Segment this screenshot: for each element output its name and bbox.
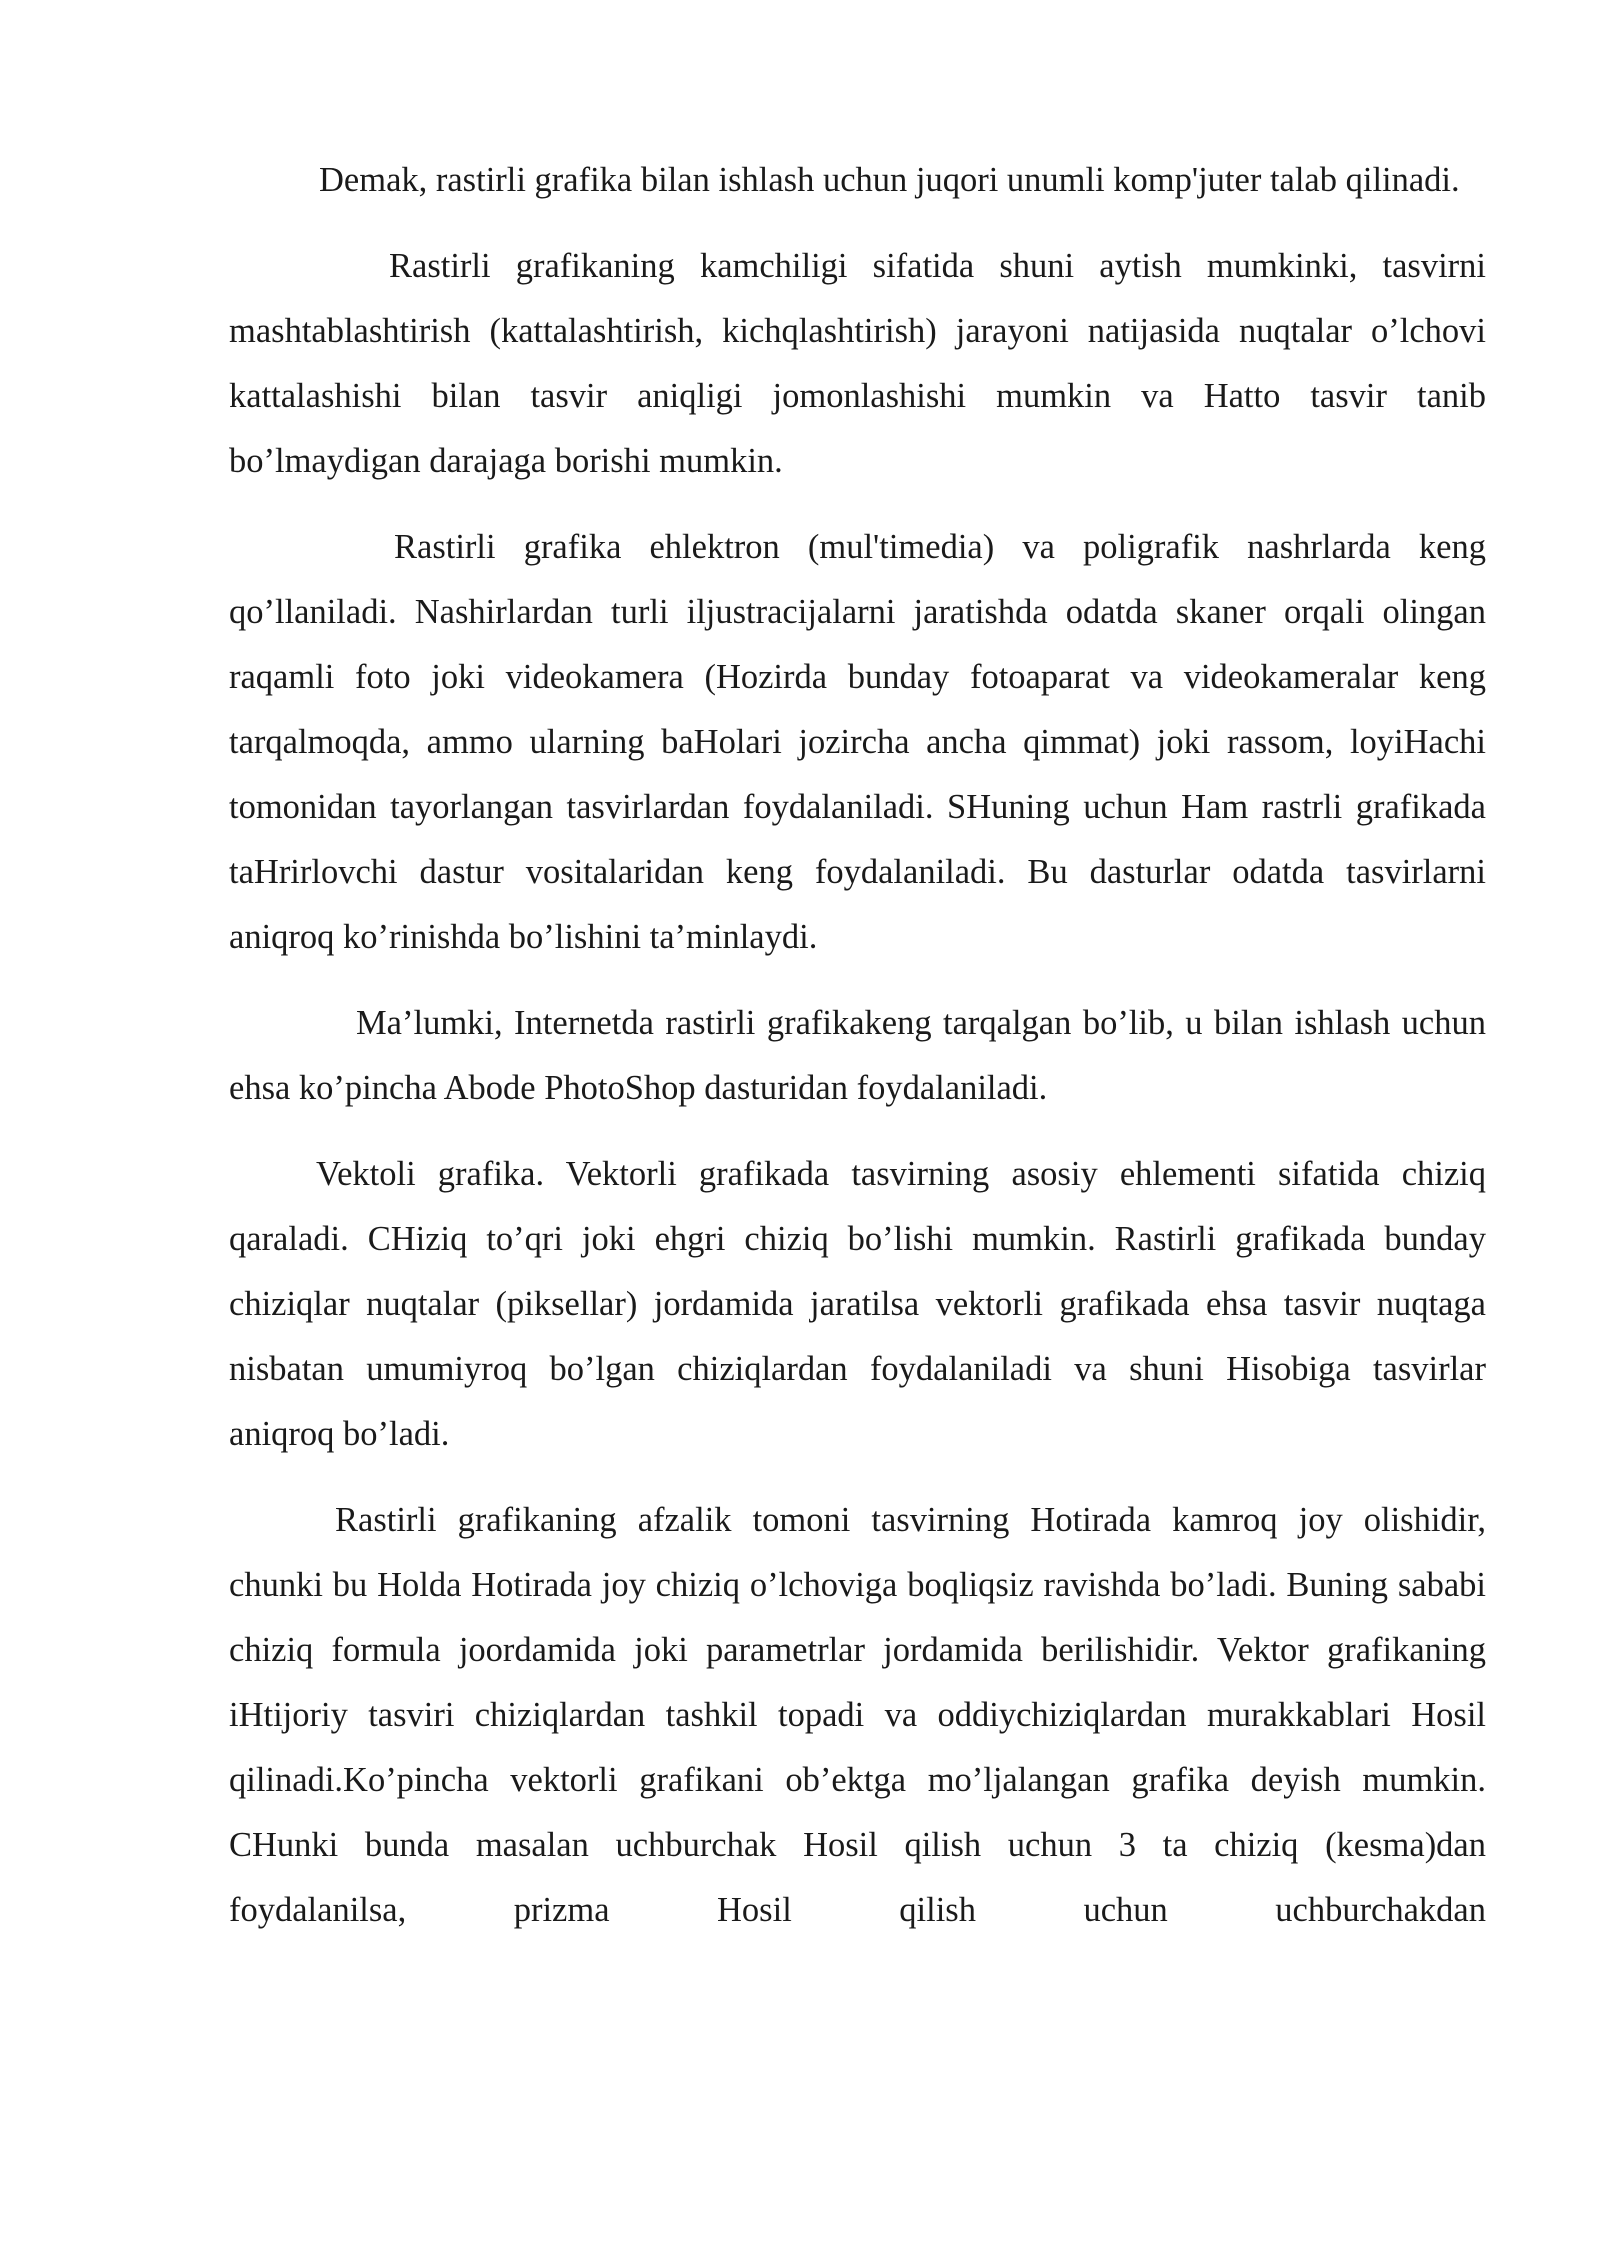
paragraph-raster-drawbacks: Rastirli grafikaning kamchiligi sifatida shuni aytish mumkinki, tasvirni mashtablashtirish (kattalashtirish, kichqlashtirish) jarayoni natijasida nuqtalar o’lchovi kattalashishi bilan tasvir aniqligi jomonlashishi mumkin va Hatto tasvir tanib bo’lmaydigan darajaga borishi mumkin. xyxy=(229,247,1486,480)
paragraph-internet-photoshop: Ma’lumki, Internetda rastirli grafikakeng tarqalgan bo’lib, u bilan ishlash uchun ehsa ko’pincha Abode PhotoShop dasturidan foydalaniladi. xyxy=(229,1004,1486,1107)
paragraph-vector-graphics: Vektoli grafika. Vektorli grafikada tasvirning asosiy ehlementi sifatida chiziq qaraladi. CHiziq to’qri joki ehgri chiziq bo’lishi mumkin. Rastirli grafikada bunday chiziqlar nuqtalar (piksellar) jordamida jaratilsa vektorli grafikada ehsa tasvir nuqtaga nisbatan umumiyroq bo’lgan chiziqlardan foydalaniladi va shuni Hisobiga tasvirlar aniqroq bo’ladi. xyxy=(229,1155,1486,1453)
document-body xyxy=(229,148,1486,1964)
paragraph-raster-performance: Demak, rastirli grafika bilan ishlash uchun juqori unumli komp'juter talab qilinadi. xyxy=(319,161,1460,199)
paragraph-vector-advantages: Rastirli grafikaning afzalik tomoni tasvirning Hotirada kamroq joy olishidir, chunki bu Holda Hotirada joy chiziq o’lchoviga boqliqsiz ravishda bo’ladi. Buning sababi chiziq formula joordamida joki parametrlar jordamida berilishidir. Vektor grafikaning iHtijoriy tasviri chiziqlardan tashkil topadi va oddiychiziqlardan murakkablari Hosil qilinadi.Ko’pincha vektorli grafikani ob’ektga mo’ljalangan grafika deyish mumkin. CHunki bunda masalan uchburchak Hosil qilish uchun 3 ta chiziq (kesma)dan foydalanilsa, prizma Hosil qilish uchun uchburchakdan xyxy=(229,1501,1486,1929)
paragraph-raster-usage: Rastirli grafika ehlektron (mul'timedia) va poligrafik nashrlarda keng qo’llaniladi. Nashirlardan turli iljustracijalarni jaratishda odatda skaner orqali olingan raqamli foto joki videokamera (Hozirda bunday fotoaparat va videokameralar keng tarqalmoqda, ammo ularning baHolari jozircha ancha qimmat) joki rassom, loyiHachi tomonidan tayorlangan tasvirlardan foydalaniladi. SHuning uchun Ham rastrli grafikada taHrirlovchi dastur vositalaridan keng foydalaniladi. Bu dasturlar odatda tasvirlarni aniqroq ko’rinishda bo’lishini ta’minlaydi. xyxy=(229,528,1486,956)
